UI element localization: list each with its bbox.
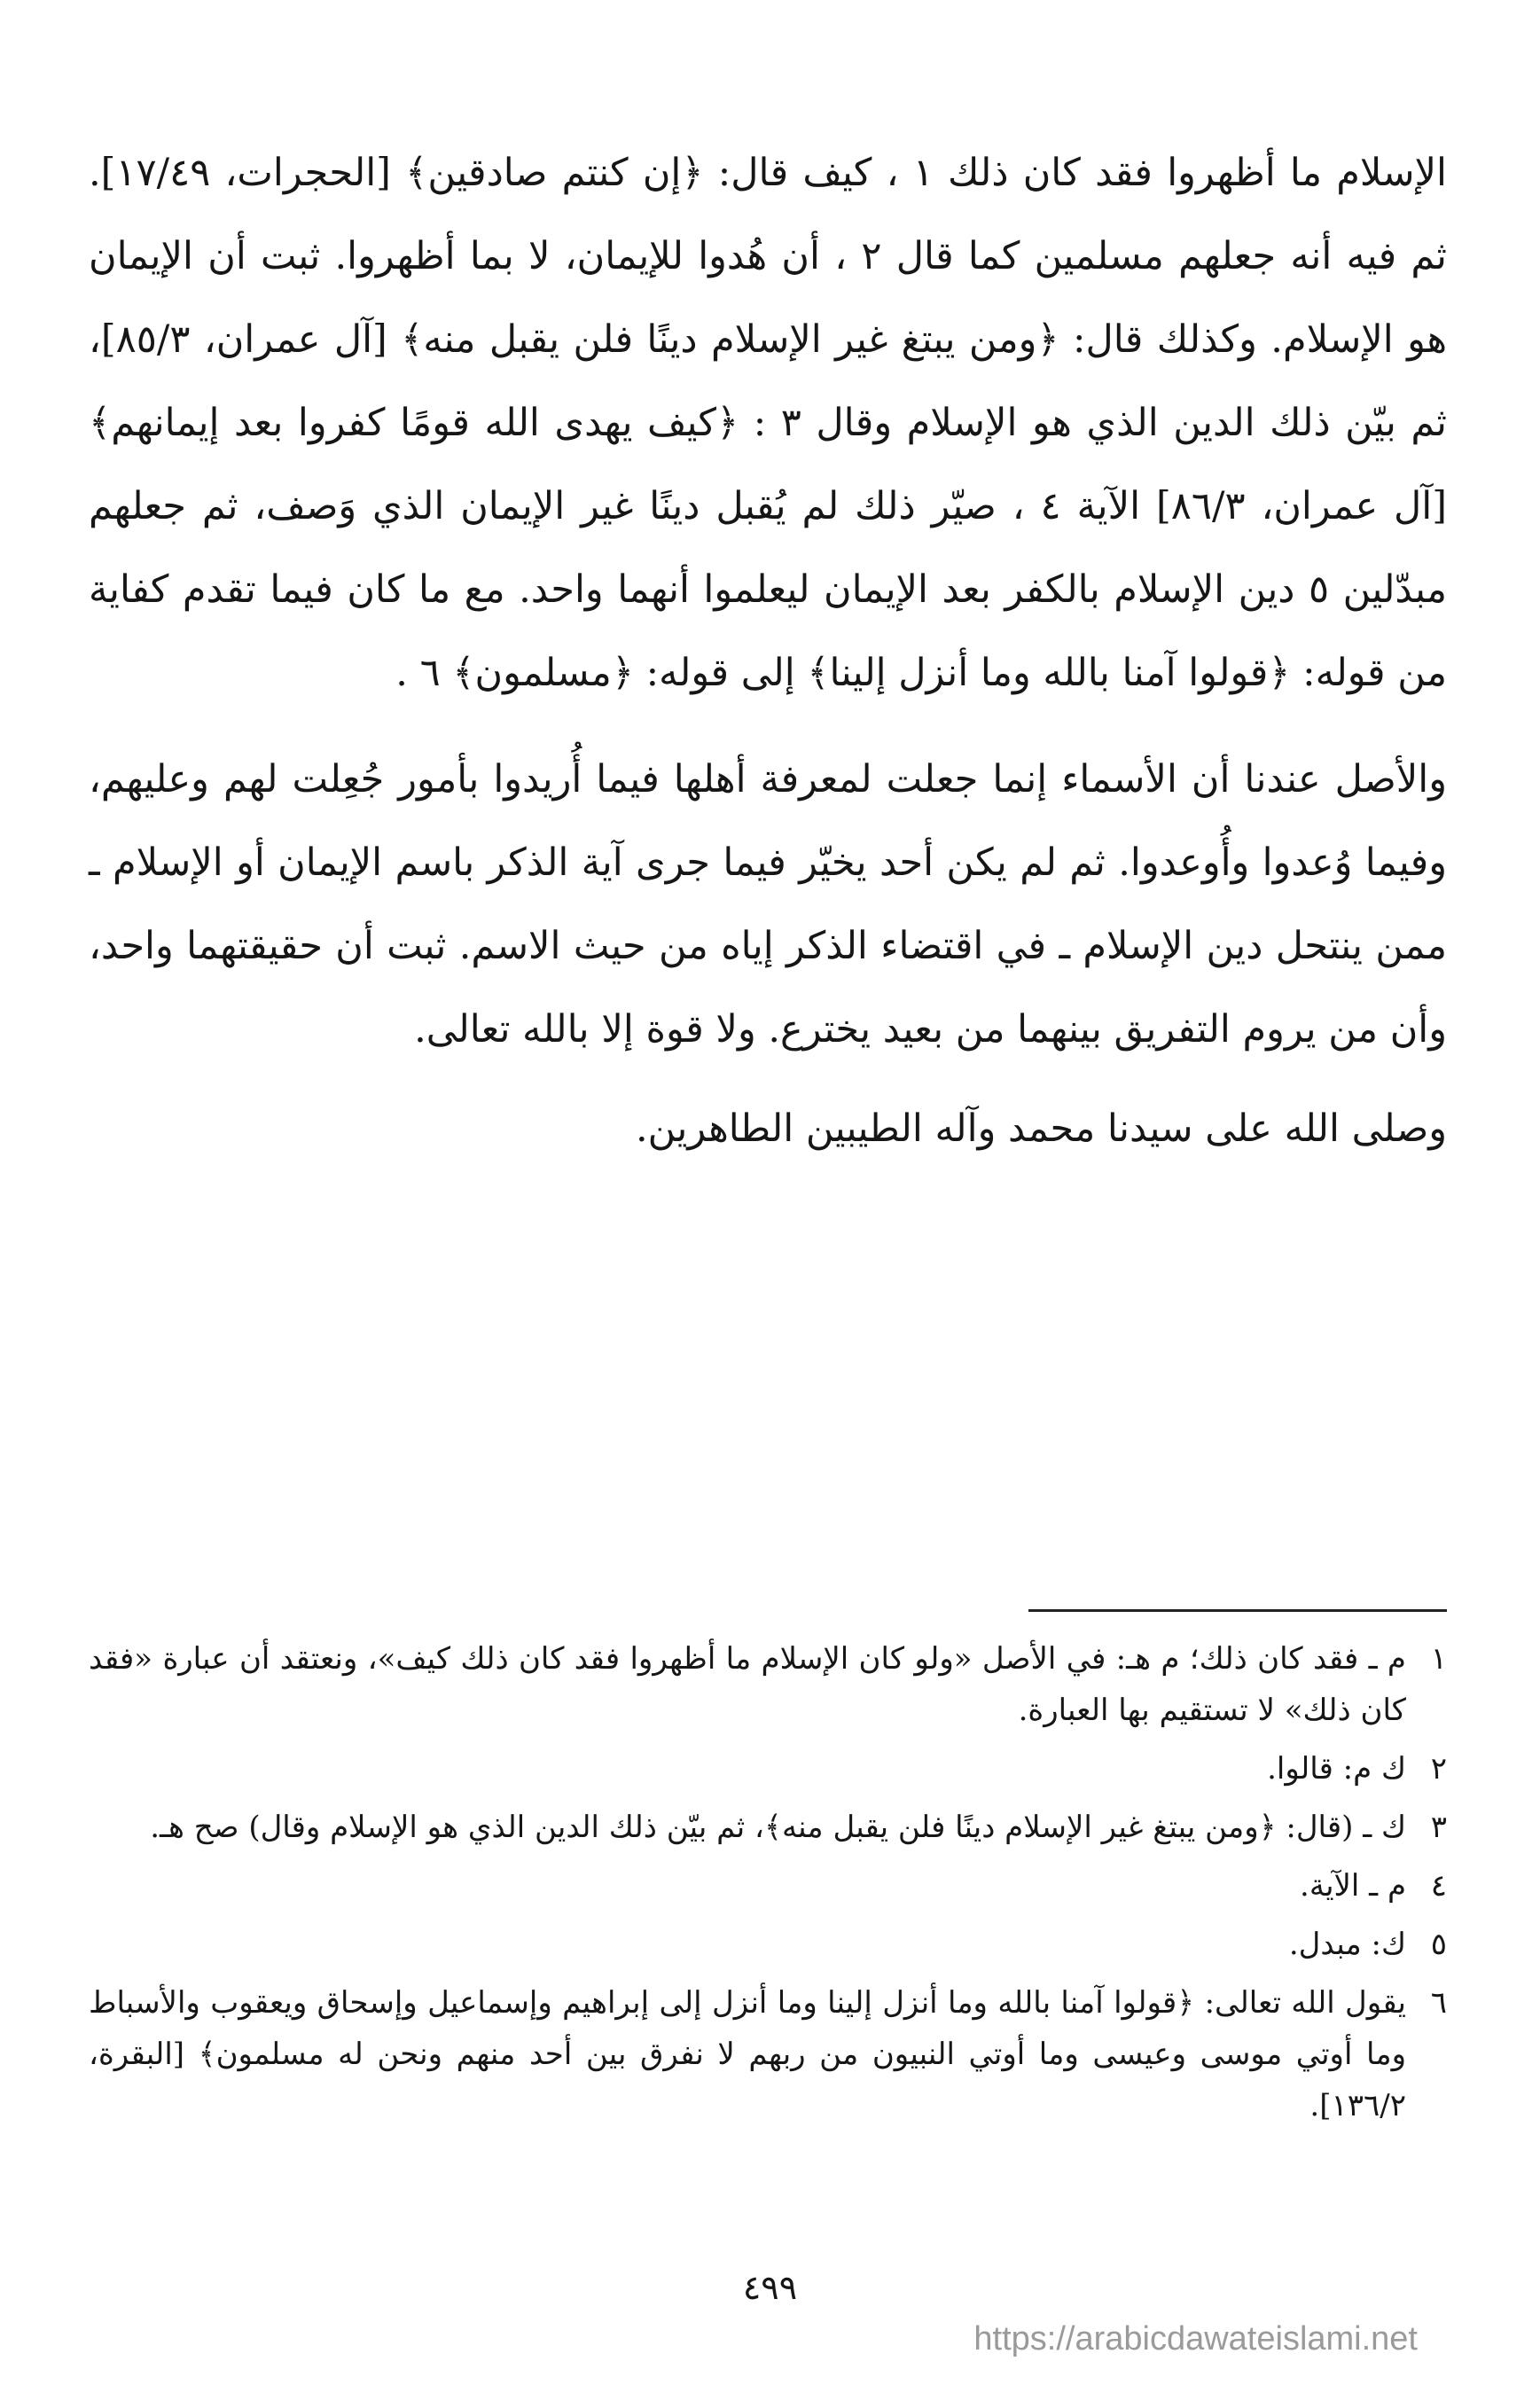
footnote-text: يقول الله تعالى: ﴿قولوا آمنا بالله وما أنزل إلينا وما أنزل إلى إبراهيم وإسماعيل وإسحاق ويعقوب والأسباط وما أوتي موسى وعيسى وما أوتي النبيون من ربهم لا نفرق بين أحد منهم ونحن له مسلمون﴾ [البقرة، ١٣٦/٢]. bbox=[89, 1985, 1406, 2123]
paragraph-3: وصلى الله على سيدنا محمد وآله الطيبين الطاهرين. bbox=[635, 1106, 1447, 1151]
page-number: ٤٩٩ bbox=[742, 2268, 798, 2307]
watermark-url: https://arabicdawateislami.net bbox=[973, 2320, 1418, 2358]
footnote bbox=[89, 1633, 1447, 1736]
footnote-number: ٦ bbox=[1430, 1985, 1447, 2021]
footnote-text: ك م: قالوا. bbox=[1267, 1751, 1406, 1787]
footnote-number: ٥ bbox=[1430, 1927, 1447, 1962]
footnote-separator bbox=[1028, 1609, 1447, 1612]
footnote-number: ٤ bbox=[1430, 1868, 1447, 1904]
footnote bbox=[89, 1919, 1447, 1970]
footnote bbox=[89, 1743, 1447, 1795]
paragraph-2: والأصل عندنا أن الأسماء إنما جعلت لمعرفة أهلها فيما أُريدوا بأمور جُعِلت لهم وعليهم، وفيما وُعدوا وأُوعدوا. ثم لم يكن أحد يخيّر فيما جرى آية الذكر باسم الإيمان أو الإسلام ـ ممن ينتحل دين الإسلام ـ في اقتضاء الذكر إياه من حيث الاسم. ثبت أن حقيقتهما واحد، وأن من يروم التفريق بينهما من بعيد يخترع. ولا قوة إلا بالله تعالى. bbox=[89, 757, 1447, 1052]
footnotes bbox=[89, 1633, 1447, 2139]
footnote-number: ٢ bbox=[1430, 1751, 1447, 1787]
footnote-text: م ـ فقد كان ذلك؛ م هـ: في الأصل «ولو كان الإسلام ما أظهروا فقد كان ذلك كيف»، ونعتقد أن عبارة «فقد كان ذلك» لا تستقيم بها العبارة. bbox=[89, 1641, 1406, 1728]
footnote bbox=[89, 1977, 1447, 2131]
footnote-text: ك: مبدل. bbox=[1288, 1927, 1406, 1962]
footnote-text: ك ـ (قال: ﴿ومن يبتغ غير الإسلام دينًا فلن يقبل منه﴾، ثم بيّن ذلك الدين الذي هو الإسلام وقال) صح هـ. bbox=[150, 1810, 1406, 1845]
footnote bbox=[89, 1860, 1447, 1912]
paragraph-1: الإسلام ما أظهروا فقد كان ذلك ١ ، كيف قال: ﴿إن كنتم صادقين﴾ [الحجرات، ١٧/٤٩]. ثم فيه أنه جعلهم مسلمين كما قال ٢ ، أن هُدوا للإيمان، لا بما أظهروا. ثبت أن الإيمان هو الإسلام. وكذلك قال: ﴿ومن يبتغ غير الإسلام دينًا فلن يقبل منه﴾ [آل عمران، ٨٥/٣]، ثم بيّن ذلك الدين الذي هو الإسلام وقال ٣ : ﴿كيف يهدى الله قومًا كفروا بعد إيمانهم﴾ [آل عمران، ٨٦/٣] الآية ٤ ، صيّر ذلك لم يُقبل دينًا غير الإيمان الذي وَصف، ثم جعلهم مبدّلين ٥ دين الإسلام بالكفر بعد الإيمان ليعلموا أنهما واحد. مع ما كان فيما تقدم كفاية من قوله: ﴿قولوا آمنا بالله وما أنزل إلينا﴾ إلى قوله: ﴿مسلمون﴾ ٦ . bbox=[89, 151, 1448, 695]
footnote-number: ١ bbox=[1430, 1641, 1447, 1677]
main-text bbox=[89, 131, 1447, 1170]
footnote-text: م ـ الآية. bbox=[1300, 1868, 1406, 1904]
footnote bbox=[89, 1802, 1447, 1853]
footnote-number: ٣ bbox=[1430, 1810, 1447, 1845]
